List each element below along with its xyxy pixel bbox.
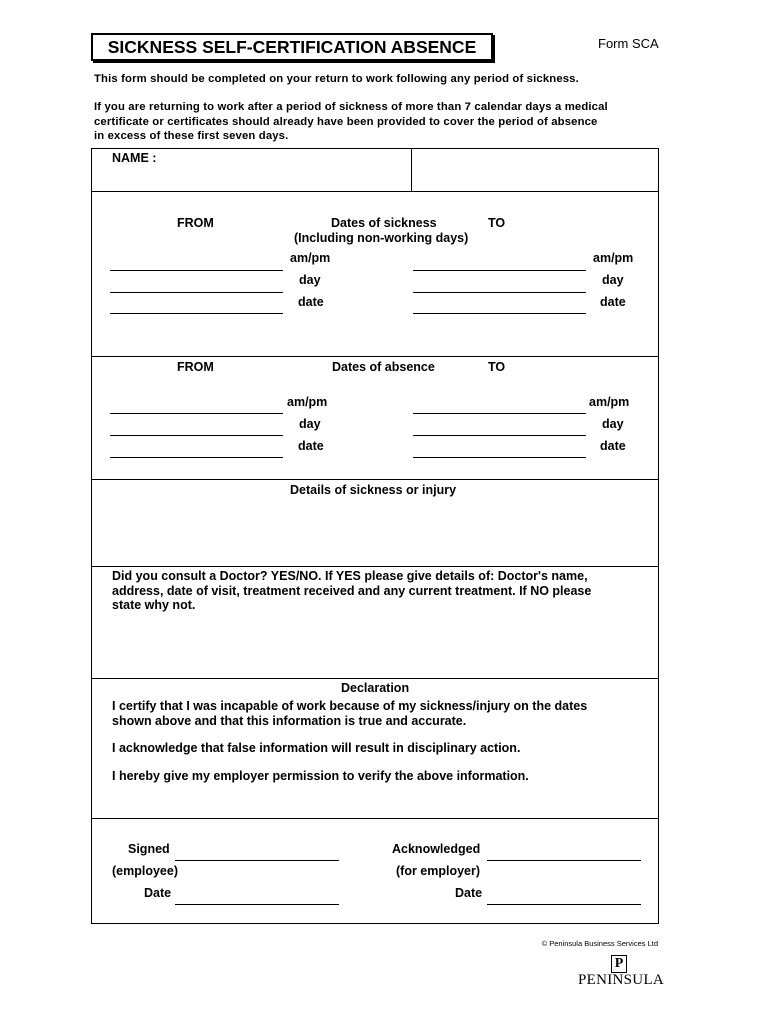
- name-divider: [411, 148, 412, 191]
- sickness-from-date-label: date: [298, 295, 324, 309]
- copyright-notice: © Peninsula Business Services Ltd: [541, 939, 658, 948]
- absence-to-ampm-field[interactable]: [413, 413, 586, 414]
- declaration-heading: Declaration: [341, 681, 410, 695]
- doctor-question-line-3: state why not.: [112, 598, 196, 612]
- absence-to-label: TO: [488, 360, 506, 374]
- absence-from-ampm-field[interactable]: [110, 413, 283, 414]
- absence-from-day-field[interactable]: [110, 435, 283, 436]
- absence-from-date-label: date: [298, 439, 324, 453]
- form-code: Form SCA: [598, 36, 659, 51]
- declaration-certify-line-1: I certify that I was incapable of work because of my sickness/injury on the dates: [112, 699, 588, 713]
- section-divider: [91, 818, 659, 819]
- sickness-dates-heading: Dates of sickness: [331, 216, 437, 230]
- absence-from-date-field[interactable]: [110, 457, 283, 458]
- intro-para-line-2: certificate or certificates should already have been provided to cover the period of absence: [94, 116, 598, 128]
- declaration-acknowledge: I acknowledge that false information will result in disciplinary action.: [112, 741, 521, 755]
- absence-from-ampm-label: am/pm: [287, 395, 328, 409]
- absence-from-day-label: day: [299, 417, 321, 431]
- form-title: SICKNESS SELF-CERTIFICATION ABSENCE: [91, 33, 493, 61]
- sickness-to-ampm-label: am/pm: [593, 251, 634, 265]
- details-heading: Details of sickness or injury: [290, 483, 457, 497]
- intro-para-line-1: If you are returning to work after a period of sickness of more than 7 calendar days a medical: [94, 101, 608, 113]
- name-label: NAME :: [112, 151, 157, 165]
- declaration-certify: [112, 699, 652, 728]
- employer-date-label: Date: [455, 886, 483, 900]
- sickness-from-day-label: day: [299, 273, 321, 287]
- sickness-to-date-label: date: [600, 295, 626, 309]
- peninsula-logo-icon: P: [611, 955, 627, 973]
- absence-to-day-label: day: [602, 417, 624, 431]
- sickness-from-ampm-label: am/pm: [290, 251, 331, 265]
- absence-to-ampm-label: am/pm: [589, 395, 630, 409]
- intro-line: This form should be completed on your return to work following any period of sickness.: [94, 73, 579, 85]
- sickness-to-day-label: day: [602, 273, 624, 287]
- name-input[interactable]: [93, 168, 409, 188]
- doctor-question-line-1: Did you consult a Doctor? YES/NO. If YES please give details of: Doctor's name,: [112, 569, 588, 583]
- peninsula-logo-text: PENINSULA: [578, 972, 665, 988]
- section-divider: [91, 479, 659, 480]
- details-input[interactable]: [93, 500, 657, 564]
- absence-dates-heading: Dates of absence: [332, 360, 435, 374]
- declaration-certify-line-2: shown above and that this information is true and accurate.: [112, 713, 467, 728]
- signed-label: Signed: [128, 842, 170, 856]
- sickness-from-day-field[interactable]: [110, 292, 283, 293]
- absence-from-label: FROM: [177, 360, 214, 374]
- section-divider: [91, 191, 659, 192]
- doctor-question-line-2: address, date of visit, treatment received and any current treatment. If NO please: [112, 583, 592, 598]
- intro-para-line-3: in excess of these first seven days.: [94, 130, 289, 142]
- sickness-to-ampm-field[interactable]: [413, 270, 586, 271]
- sickness-dates-subheading: (Including non-working days): [294, 231, 469, 245]
- employer-date-field[interactable]: [487, 904, 641, 905]
- absence-to-date-label: date: [600, 439, 626, 453]
- doctor-question: [112, 569, 652, 613]
- section-divider: [91, 678, 659, 679]
- employee-date-field[interactable]: [175, 904, 339, 905]
- sickness-to-date-field[interactable]: [413, 313, 586, 314]
- declaration-permission: I hereby give my employer permission to verify the above information.: [112, 769, 529, 783]
- section-divider: [91, 566, 659, 567]
- sickness-to-label: TO: [488, 216, 506, 230]
- name-input-secondary[interactable]: [414, 151, 657, 189]
- acknowledged-label: Acknowledged: [392, 842, 481, 856]
- employee-date-label: Date: [144, 886, 172, 900]
- sickness-from-label: FROM: [177, 216, 214, 230]
- section-divider: [91, 356, 659, 357]
- employee-signature-field[interactable]: [175, 860, 339, 861]
- sickness-to-day-field[interactable]: [413, 292, 586, 293]
- sickness-from-ampm-field[interactable]: [110, 270, 283, 271]
- absence-to-day-field[interactable]: [413, 435, 586, 436]
- sickness-from-date-field[interactable]: [110, 313, 283, 314]
- absence-to-date-field[interactable]: [413, 457, 586, 458]
- employee-label: (employee): [112, 864, 178, 878]
- for-employer-label: (for employer): [396, 864, 481, 878]
- doctor-details-input[interactable]: [93, 616, 657, 676]
- employer-signature-field[interactable]: [487, 860, 641, 861]
